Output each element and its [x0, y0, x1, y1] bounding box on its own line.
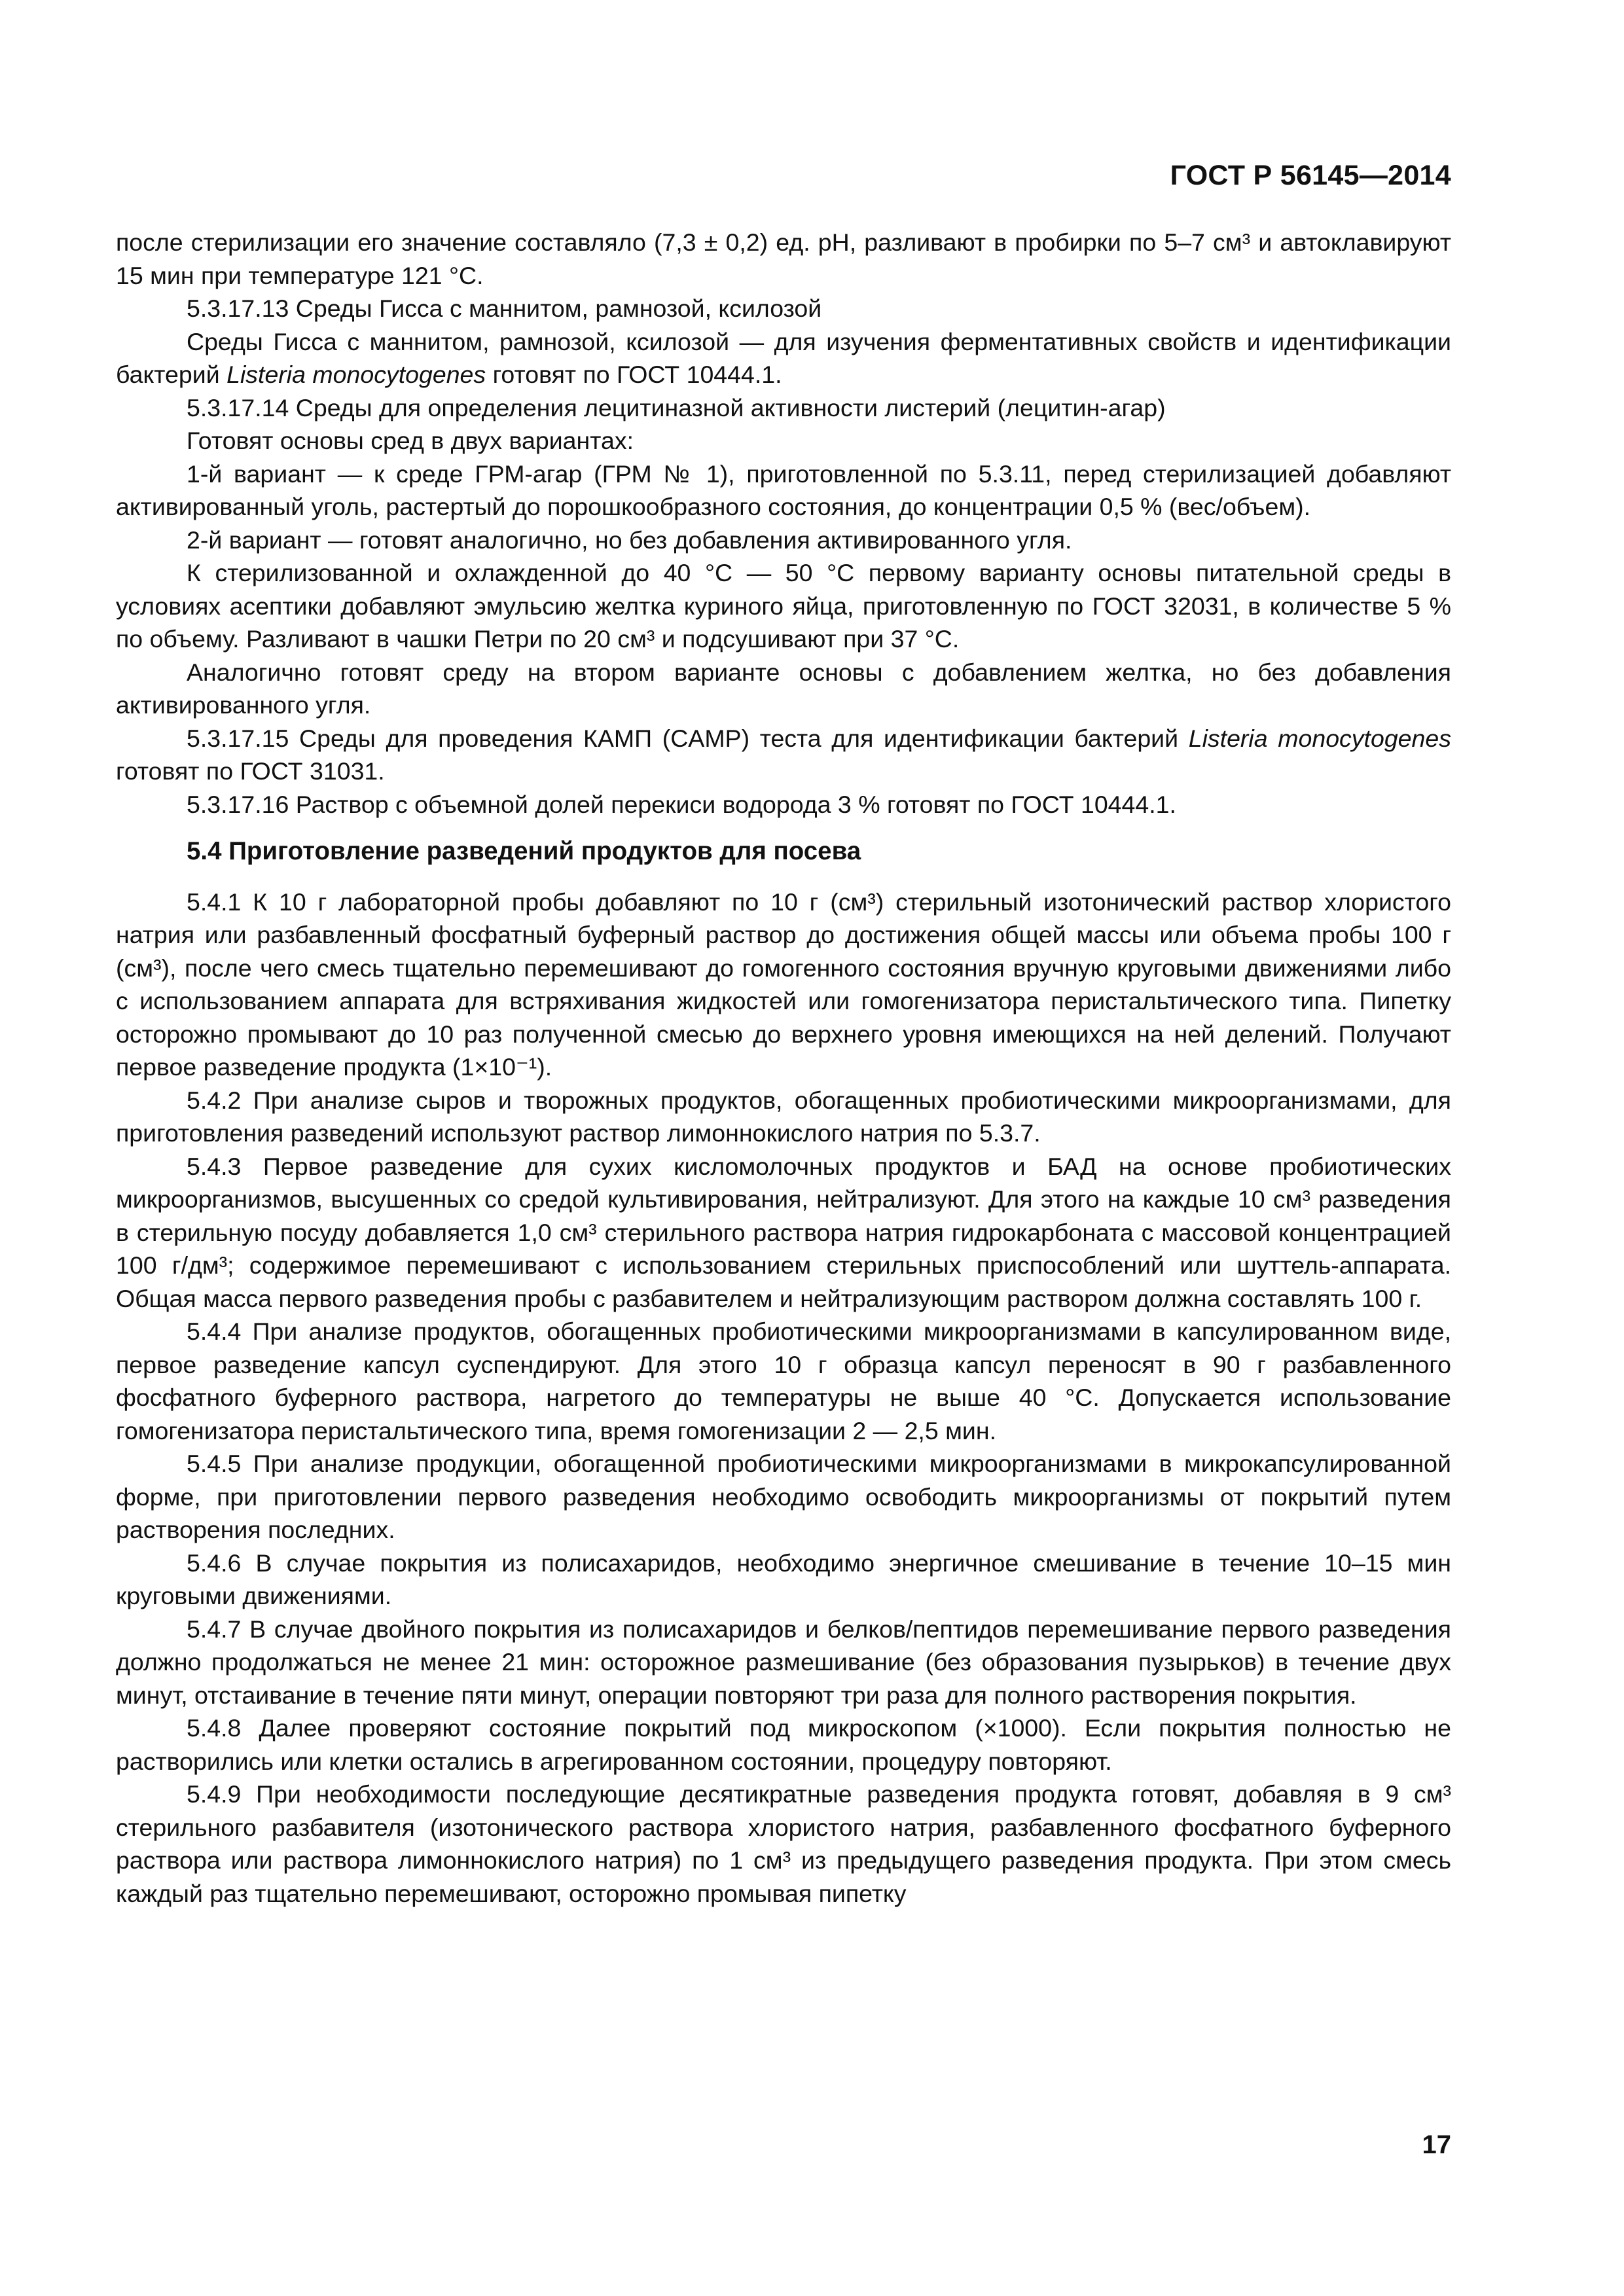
page-number: 17 — [1422, 2130, 1451, 2159]
paragraph-5-4-9: 5.4.9 При необходимости последующие десятикратные разведения продукта готовят, добавляя в 9 см³ стерильного разбавителя (изотонического раствора хлористого натрия, разбавленного фосфатного буферного раствора или раствора лимоннокислого натрия) по 1 см³ из предыдущего разведения продукта. При этом смесь каждый раз тщательно перемешивают, осторожно промывая пипетку — [116, 1780, 1451, 1907]
paragraph-5-4-2: 5.4.2 При анализе сыров и творожных продуктов, обогащенных пробиотическими микроорганизмами, для приготовления разведений используют раствор лимоннокислого натрия по 5.3.7. — [116, 1086, 1451, 1147]
paragraph-5-4-7: 5.4.7 В случае двойного покрытия из полисахаридов и белков/пептидов перемешивание первого разведения должно продолжаться не менее 21 мин: осторожное размешивание (без образования пузырьков) в течение двух минут, отстаивание в течение пяти минут, операции повторяют три раза для полного растворения покрытия. — [116, 1615, 1451, 1709]
giss-media-text-b: готовят по ГОСТ 10444.1. — [486, 361, 782, 388]
paragraph-giss-media — [116, 325, 1451, 391]
paragraph-5-4-1: 5.4.1 К 10 г лабораторной пробы добавляют по 10 г (см³) стерильный изотонический раствор хлористого натрия или разбавленный фосфатный буферный раствор до достижения общей массы или объема пробы 100 г (см³), после чего смесь тщательно перемешивают до гомогенного состояния вручную круговыми движениями либо с использованием аппарата для встряхивания жидкостей или гомогенизатора перистальтического типа. Пипетку осторожно промывают до 10 раз полученной смесью до верхнего уровня имеющихся на ней делений. Получают первое разведение продукта (1×10⁻¹). — [116, 888, 1451, 1081]
paragraph-5-4-6: 5.4.6 В случае покрытия из полисахаридов, необходимо энергичное смешивание в течение 10–15 мин круговыми движениями. — [116, 1549, 1451, 1609]
paragraph-egg-yolk: К стерилизованной и охлажденной до 40 °С — 50 °С первому варианту основы питательной среды в условиях асептики добавляют эмульсию желтка куриного яйца, приготовленную по ГОСТ 32031, в количестве 5 % по объему. Разливают в чашки Петри по 20 см³ и подсушивают при 37 °С. — [116, 559, 1451, 653]
giss-media-species: Listeria monocytogenes — [226, 361, 486, 388]
paragraph-5-3-17-15-camp — [116, 722, 1451, 788]
camp-species: Listeria monocytogenes — [1188, 724, 1451, 752]
section-heading-5-4: 5.4 Приготовление разведений продуктов для посева — [187, 837, 861, 865]
paragraph-5-4-3: 5.4.3 Первое разведение для сухих кисломолочных продуктов и БАД на основе пробиотических микроорганизмов, высушенных со средой культивирования, нейтрализуют. Для этого на каждые 10 см³ разведения в стерильную посуду добавляется 1,0 см³ стерильного раствора натрия гидрокарбоната с массовой концентрацией 100 г/дм³; содержимое перемешивают с использованием стерильных приспособлений или шуттель-аппарата. Общая масса первого разведения пробы с разбавителем и нейтрализующим раствором должна составлять 100 г. — [116, 1152, 1451, 1312]
paragraph-sterilization-ph: после стерилизации его значение составляло (7,3 ± 0,2) ед. pH, разливают в пробирки по 5–7 см³ и автоклавируют 15 мин при температуре 121 °С. — [116, 228, 1451, 289]
paragraph-base-variants: Готовят основы сред в двух вариантах: — [187, 427, 634, 454]
paragraph-variant-1: 1-й вариант — к среде ГРМ-агар (ГРМ № 1), приготовленной по 5.3.11, перед стерилизацией добавляют активированный уголь, растертый до порошкообразного состояния, до концентрации 0,5 % (вес/объем). — [116, 459, 1451, 520]
paragraph-5-4-8: 5.4.8 Далее проверяют состояние покрытий под микроскопом (×1000). Если покрытия полностью не растворились или клетки остались в агрегированном состоянии, процедуру повторяют. — [116, 1714, 1451, 1775]
giss-media-text-a: Среды Гисса с маннитом, рамнозой, ксилозой — для изучения ферментативных свойств и идентификации бактерий — [116, 327, 1451, 388]
paragraph-5-4-5: 5.4.5 При анализе продукции, обогащенной пробиотическими микроорганизмами в микрокапсулированной форме, при приготовлении первого разведения необходимо освободить микроорганизмы от покрытий путем растворения последних. — [116, 1450, 1451, 1543]
paragraph-5-4-4: 5.4.4 При анализе продуктов, обогащенных пробиотическими микроорганизмами в капсулированном виде, первое разведение капсул суспендируют. Для этого 10 г образца капсул переносят в 90 г разбавленного фосфатного буферного раствора, нагретого до температуры не выше 40 °С. Допускается использование гомогенизатора перистальтического типа, время гомогенизации 2 — 2,5 мин. — [116, 1318, 1451, 1444]
document-body — [116, 226, 1451, 1910]
camp-text-b: готовят по ГОСТ 31031. — [116, 757, 385, 785]
standard-designation-header: ГОСТ Р 56145—2014 — [1170, 160, 1451, 191]
paragraph-5-3-17-14-title: 5.3.17.14 Среды для определения лецитиназной активности листерий (лецитин-агар) — [187, 393, 1166, 422]
paragraph-second-variant: Аналогично готовят среду на втором варианте основы с добавлением желтка, но без добавления активированного угля. — [116, 658, 1451, 719]
paragraph-variant-2: 2-й вариант — готовят аналогично, но без добавления активированного угля. — [187, 526, 1072, 554]
paragraph-5-3-17-13-title: 5.3.17.13 Среды Гисса с маннитом, рамнозой, ксилозой — [187, 295, 822, 322]
camp-text-a: 5.3.17.15 Среды для проведения КАМП (CAMP) теста для идентификации бактерий — [187, 724, 1189, 752]
paragraph-5-3-17-16-peroxide: 5.3.17.16 Раствор с объемной долей перекиси водорода 3 % готовят по ГОСТ 10444.1. — [187, 790, 1176, 818]
